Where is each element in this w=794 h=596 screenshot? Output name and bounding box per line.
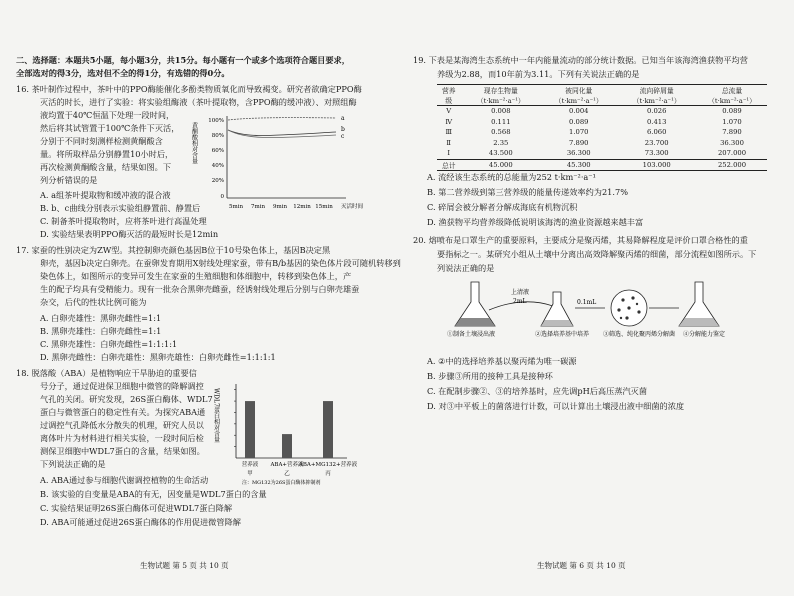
q18-line: 过调控气孔降低水分散失的机理，研究人员以 — [40, 420, 204, 430]
q16-xtick: 12min — [293, 204, 311, 210]
q16-line: 量。将所取样品分别静置10小时后， — [40, 149, 174, 159]
q18-line: 离体叶片为材料进行相关实验，一段时间后检 — [40, 433, 204, 443]
table-cell: 7.890 — [569, 138, 589, 147]
page-footer-left: 生物试题 第 5 页 共 10 页 — [140, 561, 229, 570]
q16-curve-label-b: b — [341, 126, 345, 133]
q19-option-a: A. 流经该生态系统的总能量为252 t·km⁻²·a⁻¹ — [427, 172, 596, 182]
table-cell: 7.890 — [722, 128, 742, 137]
q18-line: 气孔的关闭。研究发现，26S蛋白酶体、WDL7 — [40, 394, 213, 404]
table-row-total — [437, 159, 767, 171]
table-cell: 103.000 — [642, 160, 671, 169]
q16-ytick: 80% — [211, 133, 224, 139]
table-cell: Ⅳ — [445, 117, 453, 126]
q16-curve-label-a: a — [341, 115, 345, 122]
q20-line: 列说法正确的是 — [437, 263, 495, 273]
q17-option-c: C. 黑卵壳雄性：白卵壳雌性=1:1:1:1 — [40, 339, 178, 349]
medium-icon — [679, 318, 719, 326]
q16-curve-c — [228, 130, 336, 138]
table-cell: 207.000 — [717, 149, 747, 158]
soil-sample-icon — [455, 318, 495, 326]
q20-step-label: ②选择培养基中培养 — [535, 331, 590, 338]
table-cell: 0.111 — [491, 117, 511, 126]
q18-group-label: 乙 — [284, 471, 290, 477]
q19-line: 19. 下表是某海湾生态系统中一年内能量流动的部分统计数据。已知当年该海湾渔获物平均营 — [413, 55, 748, 65]
q18-line: 测保卫细胞中WDL7蛋白的含量，结果如图。 — [40, 446, 205, 456]
q18-option-a: A. ABA通过参与细胞代谢调控植物的生命活动 — [40, 475, 209, 485]
q18-category: ABA+MG132+营养液 — [298, 462, 358, 468]
table-cell: 0.004 — [569, 107, 589, 116]
q20-option-d: D. 对③中平板上的菌落进行计数，可以计算出土壤浸出液中细菌的浓度 — [427, 401, 685, 411]
q19-option-d: D. 渔获物平均营养级降低说明该海湾的渔业资源越来越丰富 — [427, 217, 644, 227]
q18-line: 18. 脱落酸（ABA）是植物响应干旱胁迫的重要信 — [16, 368, 197, 378]
q20-volume-label: 上清液 — [511, 289, 530, 296]
q16-line: 分别于不同时刻测样检测黄酮酸含 — [40, 136, 163, 146]
q17-option-a: A. 白卵壳雄性：黑卵壳雌性=1:1 — [40, 313, 162, 323]
q16-xlabel: 灭活时间 — [340, 204, 364, 210]
q20-procedure-diagram — [443, 278, 743, 346]
q16-line: 列分析错误的是 — [40, 175, 98, 185]
q16-ytick: 20% — [211, 178, 224, 184]
q18-category: ABA+营养液 — [270, 462, 304, 468]
q18-option-c: C. 实验结果证明26S蛋白酶体可促进WDL7蛋白降解 — [40, 503, 233, 513]
table-cell: 36.300 — [566, 149, 591, 158]
q16-ytick: 100% — [208, 118, 224, 124]
page-footer-right: 生物试题 第 6 页 共 10 页 — [537, 561, 626, 570]
section-header-line2: 全部选对的得3分，选对但不全的得1分，有选错的得0分。 — [16, 68, 230, 78]
q20-volume-label: 0.1mL — [577, 299, 597, 306]
table-cell: 36.300 — [720, 138, 744, 147]
table-cell: 45.300 — [566, 160, 591, 169]
table-row — [437, 138, 767, 149]
q20-line: 要指标之一。某研究小组从土壤中分离出高效降解聚丙烯的细菌，部分流程如图所示。下 — [437, 249, 757, 259]
q17-line: 杂交，后代的性状比例可能为 — [40, 297, 147, 307]
table-cell: 2.35 — [493, 138, 509, 147]
q17-line: 17. 家蚕的性别决定为ZW型。其控制卵壳颜色基因B位于10号染色体上，基因B决定黑 — [16, 245, 331, 255]
table-cell: 252.000 — [717, 160, 747, 169]
q20-volume-label: 2mL — [513, 298, 527, 305]
q20-step-label: ④分解能力鉴定 — [683, 331, 726, 338]
q19-header-cell: 被同化量（t·km⁻²·a⁻¹） — [554, 87, 603, 105]
q16-curve-b — [228, 130, 336, 136]
q16-line: 16. 茶叶制作过程中，茶叶中的PPO酶能催化多酚类物质氧化而导致褐变。研究者欲确定PPO酶 — [16, 84, 362, 94]
q18-group-label: 丙 — [325, 471, 331, 477]
q19-option-b: B. 第二营养级到第三营养级的能量传递效率约为21.7% — [427, 187, 628, 197]
q17-line: 染色体上，如图所示的变异可发生在家蚕的生殖细胞和体细胞中，转移到染色体上，产 — [40, 271, 352, 281]
q17-option-b: B. 黑卵壳雄性：白卵壳雌性=1:1 — [40, 326, 162, 336]
table-cell: Ⅲ — [445, 128, 453, 137]
q20-option-a: A. ②中的选择培养基以聚丙烯为唯一碳源 — [427, 356, 577, 366]
table-cell: Ⅱ — [446, 138, 452, 147]
q18-option-d: D. ABA可能通过促进26S蛋白酶体的作用促进微管降解 — [40, 517, 241, 527]
q16-curve-label-c: c — [341, 133, 345, 140]
q16-ytick: 0 — [220, 194, 224, 200]
q19-header-cell: 营养级 — [441, 87, 456, 105]
q16-line: 然后将其试管置于100℃条件下灭活， — [40, 123, 180, 133]
table-cell: 0.568 — [491, 128, 511, 137]
table-row — [437, 148, 767, 159]
q16-xtick: 7min — [250, 204, 266, 210]
q16-chart-ylabel: 黄酮酸相对含量 — [190, 122, 198, 164]
q16-xtick: 15min — [315, 204, 333, 210]
q19-header-cell: 流向碎屑量（t·km⁻²·a⁻¹） — [632, 87, 681, 105]
table-cell: Ⅴ — [446, 107, 452, 116]
table-cell: 0.026 — [646, 107, 667, 116]
q16-xtick: 5min — [228, 204, 244, 210]
table-cell: 6.060 — [646, 128, 667, 137]
q19-energy-table — [437, 84, 767, 171]
q16-option-d: D. 实验结果表明PPO酶灭活的最短时长是12min — [40, 229, 219, 239]
q16-line: 再次检测黄酮酸含量，结果如图。下 — [40, 162, 172, 172]
q16-line: 灭活的时长，进行了实验：将实验组酶液（茶叶提取物，含PPO酶的缓冲液）、对照组酶 — [40, 97, 357, 107]
q20-step-label: ①制备土壤浸出液 — [447, 331, 496, 338]
table-cell: Ⅰ — [447, 149, 451, 158]
q19-table-header — [437, 85, 767, 106]
q16-ytick: 40% — [211, 163, 224, 169]
q16-xtick: 9min — [272, 204, 288, 210]
q16-line: 液均置于40℃恒温下处理一段时间， — [40, 110, 175, 120]
q16-ytick: 60% — [211, 148, 224, 154]
q16-option-c: C. 制备茶叶提取物时，应将茶叶进行高温处理 — [40, 216, 207, 226]
medium-icon — [541, 320, 573, 326]
q18-option-b: B. 该实验的自变量是ABA的有无，因变量是WDL7蛋白的含量 — [40, 489, 267, 499]
table-cell: 45.000 — [488, 160, 513, 169]
q19-header-cell: 现存生物量（t·km⁻²·a⁻¹） — [476, 87, 525, 105]
q19-header-cell: 总流量（t·km⁻²·a⁻¹） — [708, 87, 756, 105]
q16-option-b: B. b、c曲线分别表示实验组静置前、静置后 — [40, 203, 201, 213]
q20-option-b: B. 步骤③所用的接种工具是接种环 — [427, 371, 553, 381]
q19-option-c: C. 碎屑会被分解者分解成海底有机物沉积 — [427, 202, 578, 212]
table-cell: 0.089 — [569, 117, 589, 126]
q18-category: 营养液 — [241, 462, 259, 468]
table-cell: 0.413 — [646, 117, 667, 126]
q20-line: 20. 熔喷布是口罩生产的重要原料，主要成分是聚丙烯，其易降解程度是评价口罩合格性的重 — [413, 235, 748, 245]
q20-option-c: C. 在配制步骤②、③的培养基时，应先调pH后高压蒸汽灭菌 — [427, 386, 648, 396]
table-row — [437, 117, 767, 128]
q18-bar — [323, 401, 333, 458]
table-cell: 23.700 — [644, 138, 669, 147]
table-cell: 73.300 — [644, 149, 669, 158]
table-cell: 0.089 — [722, 107, 742, 116]
table-row — [437, 106, 767, 117]
table-cell: 1.070 — [722, 117, 742, 126]
q18-line: 下列说法正确的是 — [40, 459, 106, 469]
table-cell: 1.070 — [569, 128, 589, 137]
q17-line: 生的配子均具有受精能力。现有一批杂合黑卵壳雌蚕，经诱射线处理后分别与白卵壳雄蚕 — [40, 284, 360, 294]
q19-line: 养级为2.88，而10年前为3.11。下列有关说法正确的是 — [437, 69, 640, 79]
q18-line: 蛋白与微管蛋白的稳定性有关。为探究ABA通 — [40, 407, 206, 417]
q16-line-chart — [186, 112, 376, 220]
q17-option-d: D. 黑卵壳雌性：白卵壳雄性：黑卵壳雄性：白卵壳雌性=1:1:1:1 — [40, 352, 276, 362]
section-header-line1: 二、选择题：本题共5小题，每小题3分，共15分。每小题有一个或多个选项符合题目要求， — [16, 55, 350, 65]
q18-bar-chart — [212, 378, 394, 486]
q17-line: 卵壳，基因b决定白卵壳。在蚕卵发育期用X射线处理家蚕，带有B/b基因的染色体片段可随机转移到 — [40, 258, 401, 268]
q16-curve-a — [228, 118, 336, 120]
q18-line: 号分子，通过促进保卫细胞中微管的降解调控 — [40, 381, 204, 391]
q20-step-label: ③筛选、纯化聚丙烯分解菌 — [603, 331, 676, 338]
table-cell: 总计 — [441, 161, 456, 170]
q16-option-a: A. a组茶叶提取物和缓冲液的混合液 — [40, 190, 171, 200]
table-cell: 43.500 — [488, 149, 513, 158]
q18-group-label: 甲 — [247, 471, 253, 477]
q18-chart-ylabel: WDL7蛋白相对含量 — [212, 388, 220, 443]
table-cell: 0.008 — [491, 107, 511, 116]
q18-bar — [245, 401, 255, 458]
page-6 — [397, 0, 794, 596]
q18-bar — [282, 434, 292, 458]
q18-chart-note: 注：MG132为26S蛋白酶体抑制剂 — [242, 480, 321, 486]
table-row — [437, 127, 767, 138]
